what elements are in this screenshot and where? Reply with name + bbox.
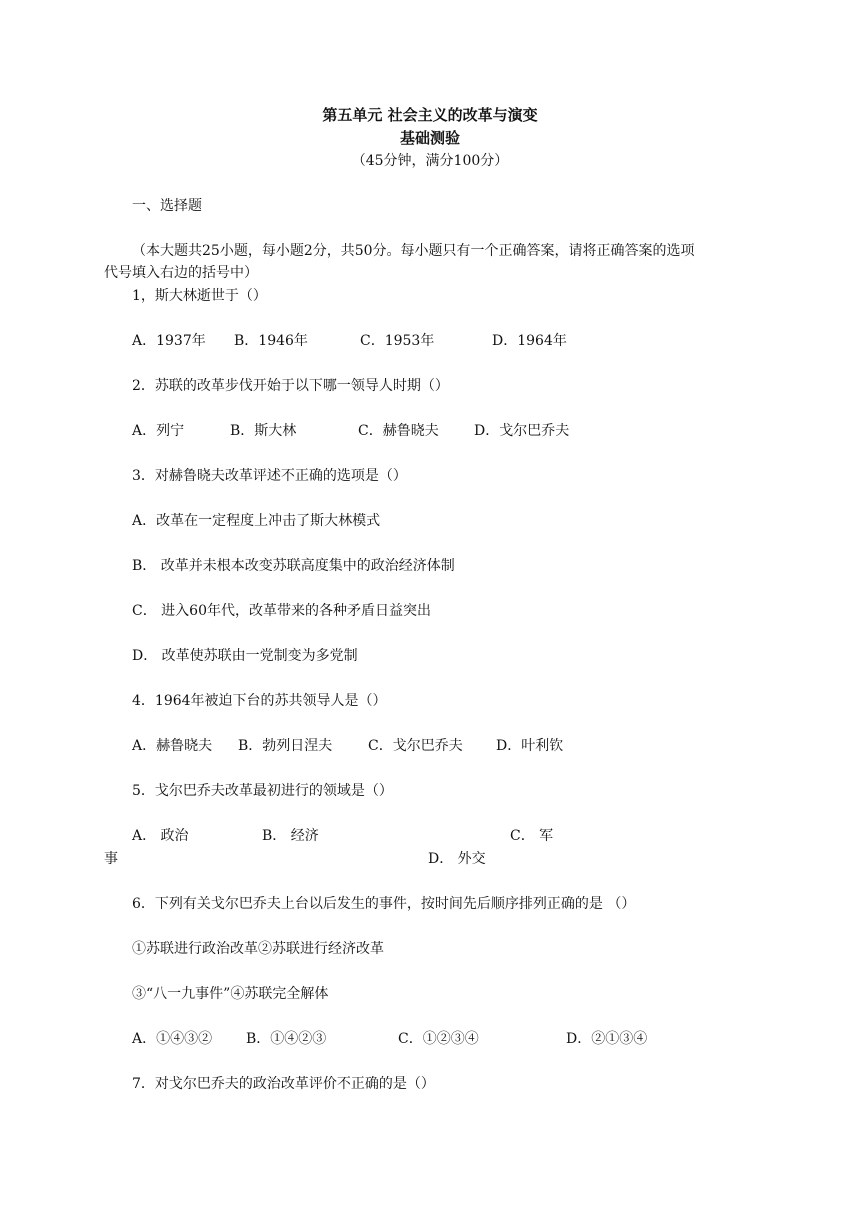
option-a: A．改革在一定程度上冲击了斯大林模式 bbox=[132, 513, 381, 529]
option-b: B．斯大林 bbox=[230, 423, 297, 439]
time-note: （45分钟，满分100分） bbox=[351, 153, 509, 169]
option-d: D．戈尔巴乔夫 bbox=[474, 423, 570, 439]
option-c: C． 进入60年代，改革带来的各种矛盾日益突出 bbox=[132, 603, 431, 619]
option-d: D．②①③④ bbox=[566, 1031, 648, 1047]
option-b: B．1946年 bbox=[234, 333, 308, 349]
option-c: C．赫鲁晓夫 bbox=[358, 423, 439, 439]
question-stem: 6．下列有关戈尔巴乔夫上台以后发生的事件，按时间先后顺序排列正确的是 （） bbox=[132, 896, 636, 912]
option-a: A．1937年 bbox=[132, 333, 206, 349]
question-stem: 5．戈尔巴乔夫改革最初进行的领域是（） bbox=[132, 783, 393, 799]
option-a: A．赫鲁晓夫 bbox=[132, 738, 213, 754]
option-a: A．列宁 bbox=[132, 423, 185, 439]
option-c-wrap: 事 bbox=[104, 851, 118, 867]
question-stem: 1，斯大林逝世于（） bbox=[132, 288, 267, 304]
option-c: C．1953年 bbox=[360, 333, 435, 349]
option-c: C．①②③④ bbox=[398, 1031, 479, 1047]
section-heading: 一、选择题 bbox=[132, 198, 202, 214]
option-a: A． 政治 bbox=[132, 828, 189, 844]
question-stem: 4．1964年被迫下台的苏共领导人是（） bbox=[132, 693, 387, 709]
question-item: ①苏联进行政治改革②苏联进行经济改革 bbox=[132, 941, 384, 957]
doc-subtitle: 基础测验 bbox=[399, 129, 460, 147]
option-c: C．戈尔巴乔夫 bbox=[368, 738, 463, 754]
question-stem: 3．对赫鲁晓夫改革评述不正确的选项是（） bbox=[132, 468, 407, 484]
question-stem: 7．对戈尔巴乔夫的政治改革评价不正确的是（） bbox=[132, 1076, 435, 1092]
option-d: D． 外交 bbox=[428, 851, 486, 867]
question-item: ③“八一九事件”④苏联完全解体 bbox=[132, 986, 329, 1002]
option-b: B．勃列日涅夫 bbox=[238, 738, 333, 754]
instructions-line-1: （本大题共25小题，每小题2分，共50分。每小题只有一个正确答案，请将正确答案的选项 bbox=[132, 243, 695, 259]
option-a: A．①④③② bbox=[132, 1031, 213, 1047]
doc-title: 第五单元 社会主义的改革与演变 bbox=[322, 106, 538, 124]
option-c: C． 军 bbox=[510, 828, 554, 844]
instructions-line-2: 代号填入右边的括号中） bbox=[104, 265, 258, 281]
question-stem: 2．苏联的改革步伐开始于以下哪一领导人时期（） bbox=[132, 378, 449, 394]
option-d: D． 改革使苏联由一党制变为多党制 bbox=[132, 648, 358, 664]
option-d: D．叶利钦 bbox=[496, 738, 564, 754]
option-b: B．①④②③ bbox=[246, 1031, 327, 1047]
option-d: D．1964年 bbox=[492, 333, 567, 349]
option-b: B． 改革并未根本改变苏联高度集中的政治经济体制 bbox=[132, 558, 455, 574]
option-b: B． 经济 bbox=[262, 828, 319, 844]
